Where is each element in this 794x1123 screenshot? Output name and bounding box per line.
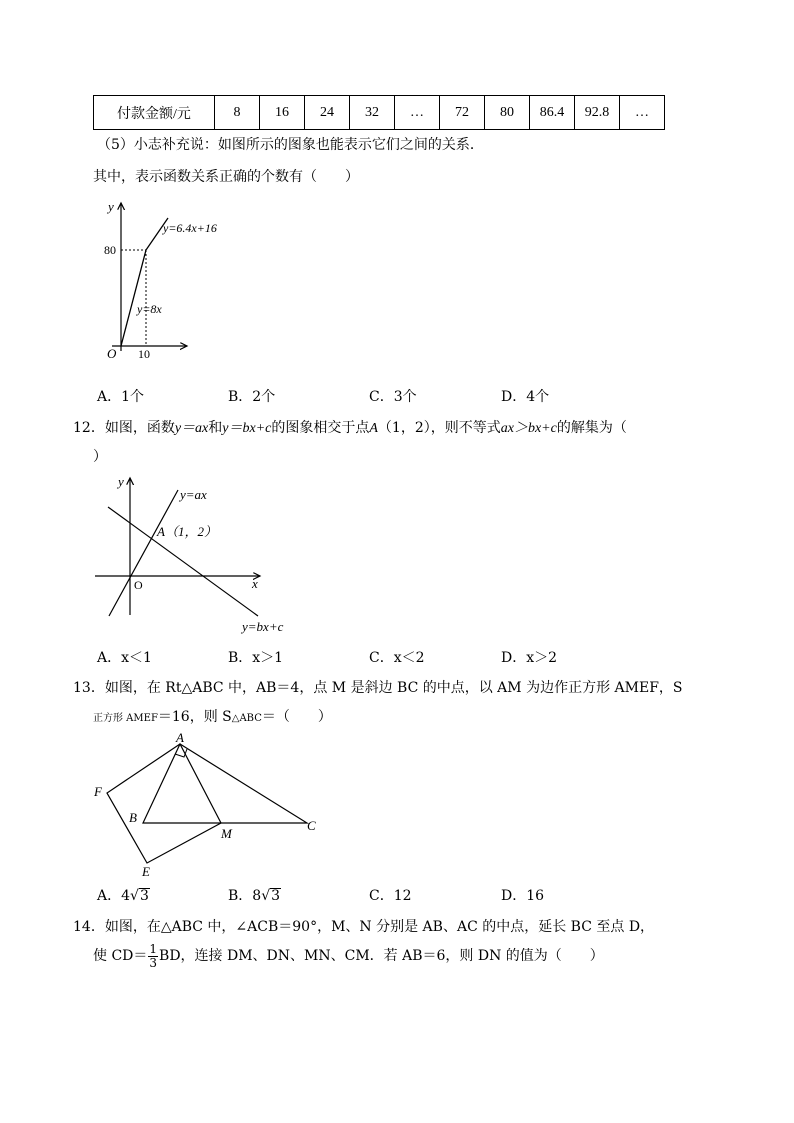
table-cell: 80	[485, 96, 530, 130]
x-tick-label: 10	[138, 347, 150, 361]
fraction-one-third: $\frac{1}{3}$	[149, 941, 158, 970]
line2-label: y=8x	[137, 302, 162, 316]
q12-option-b: B．x＞1	[228, 650, 284, 666]
label-a: A	[176, 730, 184, 745]
table-cell: …	[395, 96, 440, 130]
q13-figure	[85, 730, 335, 890]
q13-option-a: A．4√3	[97, 888, 149, 904]
q13-stem: 13．如图，在 Rt△ABC 中，AB＝4，点 M 是斜边 BC 的中点，以 AM 为边作正方形 AMEF，S	[73, 680, 683, 696]
square-amef	[107, 744, 221, 863]
triangle-abc	[143, 744, 307, 823]
q11-option-d: D．4个	[501, 389, 550, 405]
label-e: E	[142, 864, 150, 879]
y-axis-label: y	[108, 199, 114, 214]
q12-inequality: ax＞bx+c	[500, 421, 557, 436]
q12-stem: 12．如图，函数y＝ax和y＝bx+c的图象相交于点A（1，2），则不等式ax＞bx+c的解集为（	[73, 420, 627, 436]
sqrt-sign: √	[261, 888, 271, 904]
line-ax-label: y=ax	[180, 487, 207, 502]
q11-option-c: C．3个	[369, 389, 417, 405]
q13-number: 13．	[73, 680, 105, 696]
table-cell: 86.4	[530, 96, 575, 130]
label-f: F	[94, 784, 102, 799]
table-cell: 92.8	[575, 96, 620, 130]
q12-option-c: C．x＜2	[369, 650, 425, 666]
point-a-label: A（1，2）	[157, 524, 217, 539]
x-axis-label: x	[252, 576, 258, 591]
q11-option-a: A．1个	[97, 389, 145, 405]
table-row	[94, 96, 665, 130]
line-bxc-label: y=bx+c	[242, 619, 284, 634]
line-y-ax	[109, 490, 178, 616]
q12-function-1: y＝ax	[174, 421, 209, 436]
q14-stem: 14．如图，在△ABC 中，∠ACB＝90°，M、N 分别是 AB、AC 的中点，延长 BC 至点 D，	[73, 919, 655, 935]
q13-option-b: B．8√3	[228, 888, 281, 904]
q14-stem-2: 使 CD＝ $\frac{1}{3}$ BD，连接 DM、DN、MN、CM．若 AB＝6，则 DN 的值为（ ）	[93, 941, 604, 970]
table-cell: 8	[215, 96, 260, 130]
q13-stem-2: 正方形 AMEF＝16，则 S△ABC＝（ ）	[93, 709, 332, 725]
label-m: M	[221, 826, 232, 841]
q12-option-d: D．x＞2	[501, 650, 558, 666]
table-cell: 32	[350, 96, 395, 130]
q12-function-2: y＝bx+c	[222, 421, 272, 436]
table-cell: 72	[440, 96, 485, 130]
y-tick-label: 80	[104, 243, 116, 257]
q11-stem: 其中，表示函数关系正确的个数有（ ）	[93, 169, 359, 185]
sqrt-sign: √	[130, 888, 139, 904]
table-cell: 16	[260, 96, 305, 130]
line-y-8x	[121, 250, 146, 346]
q11-option-b: B．2个	[228, 389, 276, 405]
table-header-cell: 付款金额/元	[94, 96, 215, 130]
y-axis-label: y	[118, 474, 124, 489]
line1-label: y=6.4x+16	[163, 221, 217, 235]
q13-option-c: C．12	[369, 888, 412, 904]
table-cell: …	[620, 96, 665, 130]
label-c: C	[307, 818, 316, 833]
origin-label: O	[134, 578, 143, 592]
q11-graph	[90, 195, 250, 365]
q11-item5: （5）小志补充说：如图所示的图象也能表示它们之间的关系．	[97, 137, 484, 153]
q13-option-d: D．16	[501, 888, 545, 904]
q12-stem-end: ）	[93, 449, 107, 465]
origin-label: O	[107, 346, 117, 361]
q12-graph	[90, 470, 320, 640]
label-b: B	[129, 810, 137, 825]
q14-number: 14．	[73, 919, 105, 935]
q12-number: 12．	[73, 420, 105, 436]
payment-table	[93, 95, 665, 130]
table-cell: 24	[305, 96, 350, 130]
q12-option-a: A．x＜1	[97, 650, 152, 666]
